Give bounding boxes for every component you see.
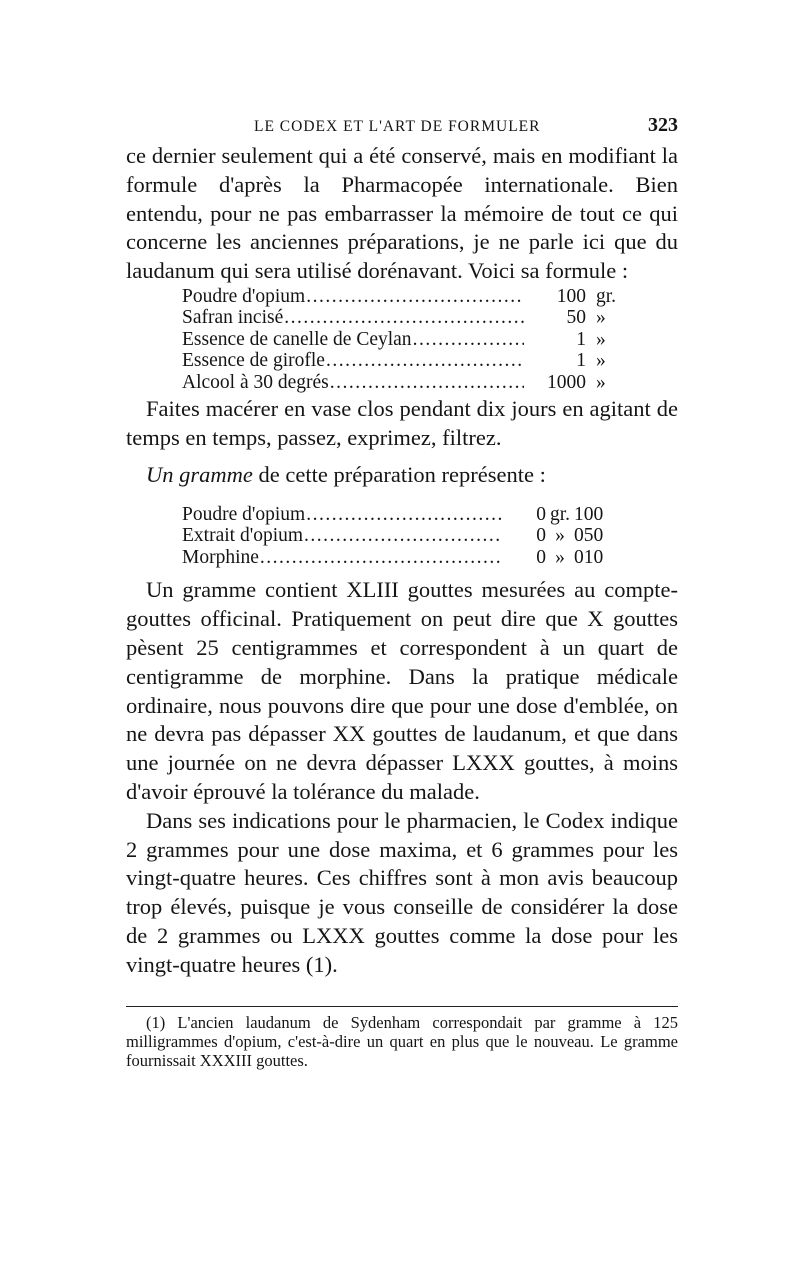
component-unit: » <box>555 525 565 547</box>
paragraph-3-text: de cette préparation représente : <box>252 462 546 488</box>
ingredient-quantity: 50 <box>566 307 586 329</box>
leader-dots <box>325 350 524 372</box>
leader-dots <box>303 525 502 547</box>
paragraph-5: Dans ses indications pour le pharmacien, le Codex indique 2 grammes pour une dose maxima, et 6 grammes pour les vingt-quatre heures. Ces chiffres sont à mon avis beaucoup trop élevés, puisque je vous conseille de considérer la dose de 2 grammes ou LXXX gouttes comme la dose pour les vingt-quatre heures (1). <box>126 807 678 977</box>
paragraph-3 <box>126 461 678 490</box>
ingredient-quantity: 1 <box>576 328 586 350</box>
formula-row <box>182 372 622 394</box>
book-page <box>126 112 678 1070</box>
ingredient-name: Alcool à 30 degrés <box>182 371 329 393</box>
component-unit: gr. <box>549 503 571 525</box>
ingredient-unit: » <box>596 371 606 393</box>
component-fraction: 100 <box>574 503 604 525</box>
running-header <box>126 112 678 142</box>
component-name: Poudre d'opium <box>182 503 306 525</box>
component-quantity: 0 <box>536 525 546 547</box>
ingredient-unit: » <box>596 350 606 372</box>
composition-row <box>182 525 622 547</box>
ingredient-name: Safran incisé <box>182 307 284 329</box>
page-number: 323 <box>648 114 678 136</box>
ingredient-quantity: 100 <box>556 285 586 307</box>
leader-dots <box>283 307 524 329</box>
ingredient-name: Essence de girofle <box>182 350 325 372</box>
formula-row <box>182 307 622 329</box>
footnote: (1) L'ancien laudanum de Sydenham correspondait par gramme à 125 milligrammes d'opium, c'est-à-dire un quart en plus que le nouveau. Le gramme fournissait XXXIII gouttes. <box>126 1012 678 1070</box>
ingredient-unit: » <box>596 328 606 350</box>
formula-row <box>182 350 622 372</box>
ingredient-quantity: 1000 <box>547 371 586 393</box>
component-fraction: 010 <box>574 546 604 568</box>
ingredient-unit: » <box>596 307 606 329</box>
composition-table <box>182 504 622 569</box>
footnote-rule <box>126 1006 678 1007</box>
composition-row <box>182 504 622 526</box>
component-name: Morphine <box>182 546 259 568</box>
leader-dots <box>329 372 524 394</box>
composition-row <box>182 547 622 569</box>
ingredient-unit: gr. <box>596 285 617 307</box>
running-title: LE CODEX ET L'ART DE FORMULER <box>254 118 541 135</box>
component-quantity: 0 <box>536 503 546 525</box>
emphasis-text: Un gramme <box>146 462 253 488</box>
paragraph-2: Faites macérer en vase clos pendant dix jours en agitant de temps en temps, passez, exprimez, filtrez. <box>126 396 678 451</box>
leader-dots <box>259 547 502 569</box>
leader-dots <box>305 504 502 526</box>
component-fraction: 050 <box>574 525 604 547</box>
leader-dots <box>412 329 524 351</box>
leader-dots <box>305 286 524 308</box>
component-unit: » <box>555 546 565 568</box>
component-quantity: 0 <box>536 546 546 568</box>
laudanum-formula <box>182 286 622 394</box>
formula-row <box>182 329 622 351</box>
paragraph-1: ce dernier seulement qui a été conservé, mais en modifiant la formule d'après la Pharmacopée internationale. Bien entendu, pour ne pas embarrasser la mémoire de tout ce qui concerne les anciennes préparations, je ne parle ici que du laudanum qui sera utilisé dorénavant. Voici sa formule : <box>126 143 678 284</box>
ingredient-name: Essence de canelle de Ceylan <box>182 328 412 350</box>
component-name: Extrait d'opium <box>182 525 304 547</box>
ingredient-quantity: 1 <box>576 350 586 372</box>
ingredient-name: Poudre d'opium <box>182 285 306 307</box>
paragraph-4: Un gramme contient XLIII gouttes mesurées au compte-gouttes officinal. Pratiquement on peut dire que X gouttes pèsent 25 centigrammes et correspondent à un quart de centigramme de morphine. Dans la pratique médicale ordinaire, nous pouvons dire que pour une dose d'emblée, on ne devra pas dépasser XX gouttes de laudanum, et que dans une journée on ne devra dépasser LXXX gouttes, à moins d'avoir éprouvé la tolérance du malade. <box>126 577 678 804</box>
formula-row <box>182 286 622 308</box>
